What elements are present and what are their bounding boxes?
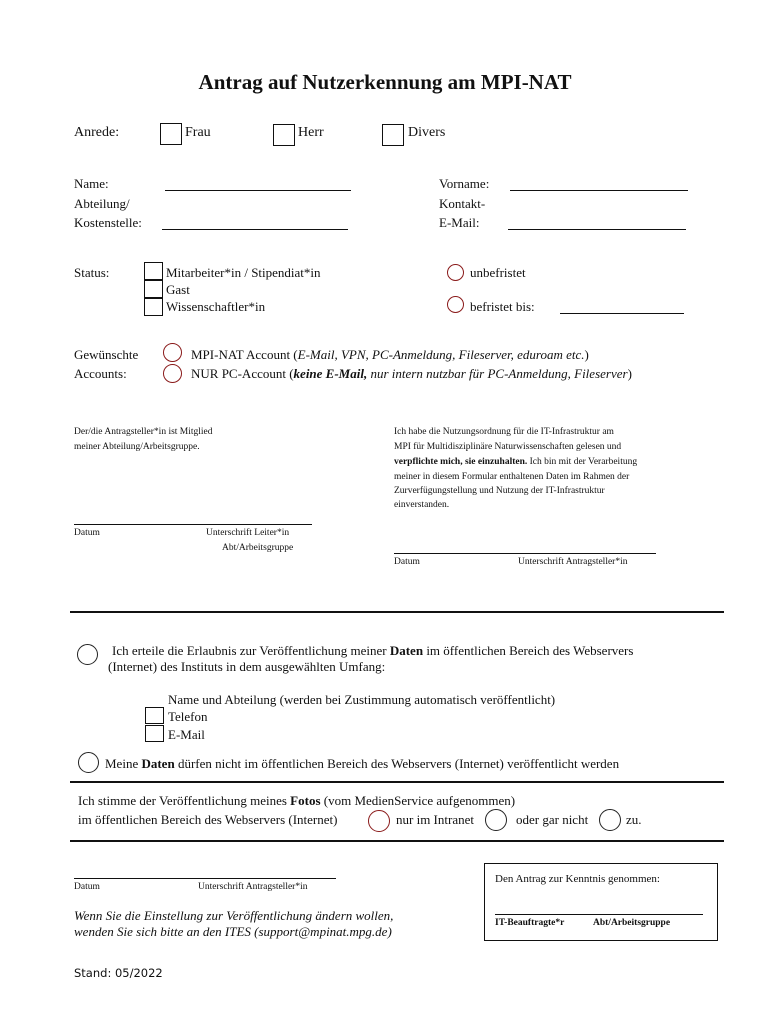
fotos-intranet-label: nur im Intranet [396, 812, 474, 827]
member-text-1: Der/die Antragsteller*in ist Mitglied [74, 427, 213, 437]
member-datum-label: Datum [74, 528, 100, 538]
it-group-label: Abt/Arbeitsgruppe [593, 918, 671, 928]
section-divider-1 [70, 611, 724, 613]
agreement-datum-label: Datum [394, 557, 420, 567]
status-label: Status: [74, 265, 110, 280]
status-mitarbeiter-checkbox[interactable] [144, 262, 163, 280]
publish-deny-radio[interactable] [78, 752, 99, 773]
publish-auto-text: Name und Abteilung (werden bei Zustimmung automatisch veröffentlicht) [168, 692, 556, 707]
fotos-none-radio[interactable] [599, 809, 621, 831]
pc-account-radio[interactable] [163, 364, 182, 383]
antragsteller-signature-field[interactable] [394, 553, 656, 554]
befristet-label: befristet bis: [470, 299, 535, 314]
publish-telefon-checkbox[interactable] [145, 707, 164, 724]
kontakt-label: Kontakt- [439, 196, 486, 211]
agreement-signature-label: Unterschrift Antragsteller*in [518, 557, 628, 567]
anrede-divers-label: Divers [408, 125, 446, 140]
publish-email-checkbox[interactable] [145, 725, 164, 742]
kostenstelle-label: Kostenstelle: [74, 215, 142, 230]
fotos-internet-label: im öffentlichen Bereich des Webservers (Internet) [78, 812, 338, 827]
abteilung-label: Abteilung/ [74, 196, 130, 211]
anrede-herr-label: Herr [298, 125, 324, 140]
leiter-signature-label: Unterschrift Leiter*in [206, 528, 290, 538]
pc-account-label: NUR PC-Account (keine E-Mail, nur intern nutzbar für PC-Anmeldung, Fileserver) [191, 366, 632, 381]
befristet-date-field[interactable] [560, 313, 684, 314]
stand-text: Stand: 05/2022 [74, 966, 163, 980]
acknowledgement-box [484, 863, 718, 941]
publish-consent-line-2: (Internet) des Instituts in dem ausgewählten Umfang: [108, 659, 386, 674]
agreement-line-1: Ich habe die Nutzungsordnung für die IT-Infrastruktur am [394, 427, 614, 437]
anrede-herr-checkbox[interactable] [273, 124, 295, 146]
unbefristet-label: unbefristet [470, 265, 526, 280]
agreement-line-2: MPI für Multidisziplinäre Naturwissenschaften gelesen und [394, 442, 622, 452]
fotos-internet-radio[interactable] [368, 810, 390, 832]
footer-note-2: wenden Sie sich bitte an den ITES (support@mpinat.mpg.de) [74, 924, 392, 939]
agreement-line-3: verpflichte mich, sie einzuhalten. Ich bin mit der Verarbeitung [394, 457, 638, 467]
it-beauftragte-signature-field[interactable] [495, 914, 703, 915]
footer-signature-label: Unterschrift Antragsteller*in [198, 882, 308, 892]
fotos-intranet-radio[interactable] [485, 809, 507, 831]
publish-consent-radio[interactable] [77, 644, 98, 665]
footer-signature-field[interactable] [74, 878, 336, 879]
section-divider-2 [70, 781, 724, 783]
mpi-nat-account-radio[interactable] [163, 343, 182, 362]
leiter-signature-field[interactable] [74, 524, 312, 525]
acknowledgement-title: Den Antrag zur Kenntnis genommen: [495, 873, 660, 885]
fotos-line-1: Ich stimme der Veröffentlichung meines Fotos (vom MedienService aufgenommen) [78, 793, 516, 808]
agreement-line-6: einverstanden. [394, 500, 450, 510]
publish-email-label: E-Mail [168, 727, 205, 742]
vorname-label: Vorname: [439, 176, 490, 191]
anrede-divers-checkbox[interactable] [382, 124, 404, 146]
agreement-line-4: meiner in diesem Formular enthaltenen Daten im Rahmen der [394, 472, 630, 482]
anrede-label: Anrede: [74, 125, 120, 140]
unbefristet-radio[interactable] [447, 264, 464, 281]
page-title: Antrag auf Nutzerkennung am MPI-NAT [198, 70, 572, 94]
status-gast-label: Gast [166, 282, 190, 297]
member-text-2: meiner Abteilung/Arbeitsgruppe. [74, 442, 200, 452]
befristet-radio[interactable] [447, 296, 464, 313]
anrede-frau-checkbox[interactable] [160, 123, 182, 145]
section-divider-3 [70, 840, 724, 842]
email-label: E-Mail: [439, 215, 480, 230]
name-field[interactable] [165, 190, 351, 191]
abteilung-kostenstelle-field[interactable] [162, 229, 348, 230]
publish-deny-label: Meine Daten dürfen nicht im öffentlichen Bereich des Webservers (Internet) veröffentlicht werden [105, 756, 620, 771]
status-wissenschaftler-checkbox[interactable] [144, 298, 163, 316]
name-label: Name: [74, 176, 109, 191]
mpi-nat-account-label: MPI-NAT Account (E-Mail, VPN, PC-Anmeldung, Fileserver, eduroam etc.) [191, 347, 589, 362]
it-beauftragte-label: IT-Beauftragte*r [495, 918, 565, 928]
vorname-field[interactable] [510, 190, 688, 191]
fotos-none-label: oder gar nicht [516, 812, 589, 827]
accounts-label-1: Gewünschte [74, 347, 139, 362]
status-gast-checkbox[interactable] [144, 280, 163, 298]
publish-consent-line-1: Ich erteile die Erlaubnis zur Veröffentlichung meiner Daten im öffentlichen Bereich des Webservers [112, 643, 634, 658]
anrede-frau-label: Frau [185, 125, 211, 140]
status-mitarbeiter-label: Mitarbeiter*in / Stipendiat*in [166, 265, 321, 280]
fotos-zu-label: zu. [626, 812, 642, 827]
status-wissenschaftler-label: Wissenschaftler*in [166, 299, 266, 314]
agreement-line-5: Zurverfügungstellung und Nutzung der IT-Infrastruktur [394, 486, 605, 496]
email-field[interactable] [508, 229, 686, 230]
accounts-label-2: Accounts: [74, 366, 127, 381]
footer-datum-label: Datum [74, 882, 100, 892]
leiter-group-label: Abt/Arbeitsgruppe [222, 543, 294, 553]
footer-note-1: Wenn Sie die Einstellung zur Veröffentlichung ändern wollen, [74, 908, 394, 923]
publish-telefon-label: Telefon [168, 709, 208, 724]
